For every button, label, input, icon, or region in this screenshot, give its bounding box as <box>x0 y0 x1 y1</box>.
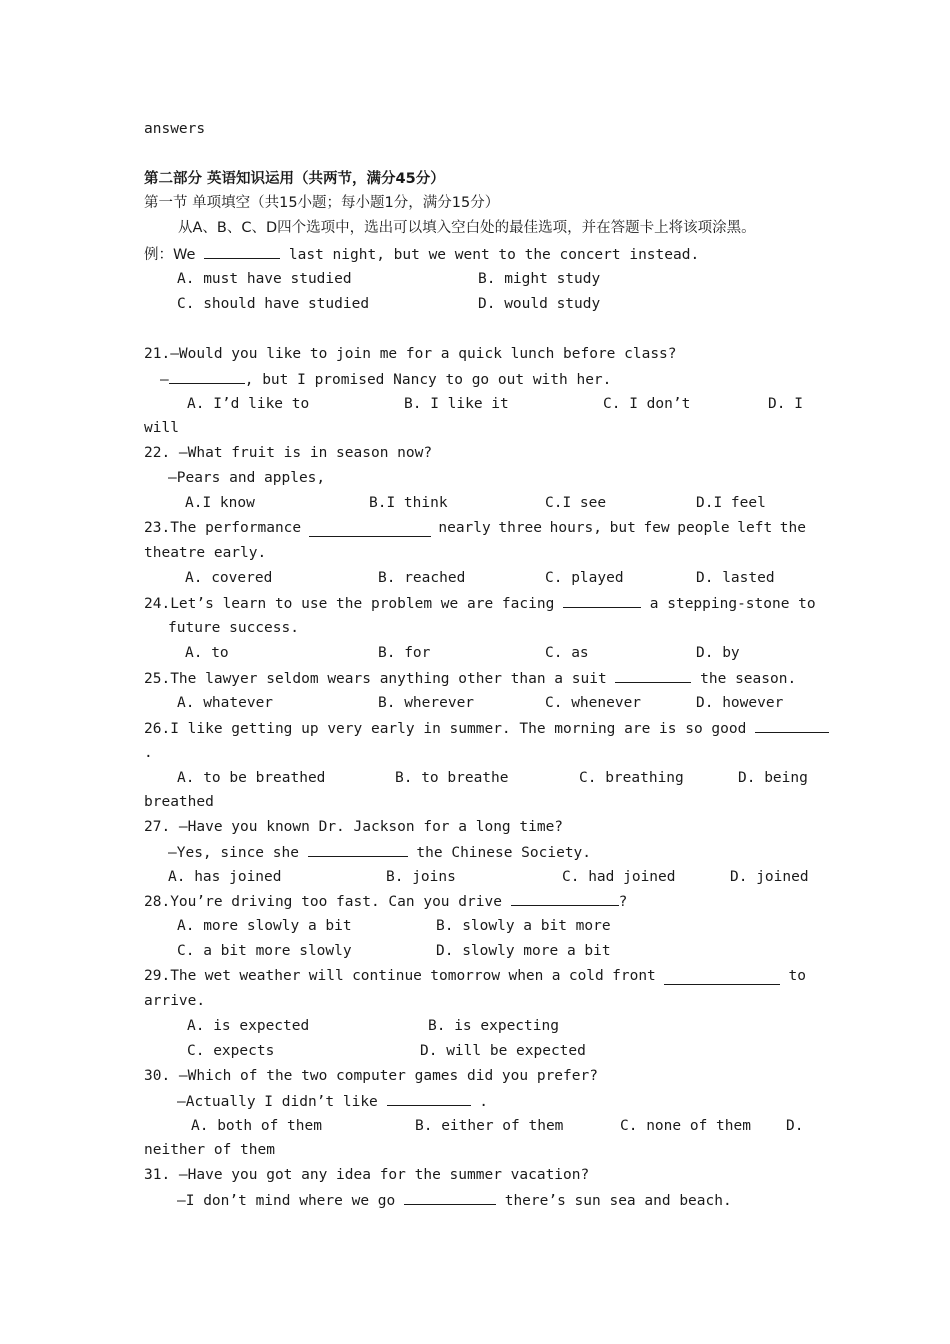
q30-line1: 30. —Which of the two computer games did you prefer? <box>144 1068 598 1084</box>
q25-option-a: A. whatever <box>177 695 274 711</box>
example-stem: 例：We last night, but we went to the concert instead. <box>144 244 699 265</box>
q27-option-c: C. had joined <box>562 869 676 885</box>
q27-line1: 27. —Have you known Dr. Jackson for a long time? <box>144 819 564 835</box>
answer-blank <box>511 891 619 906</box>
example-option-c: C. should have studied <box>177 296 370 312</box>
q26-option-b: B. to breathe <box>395 770 509 786</box>
q21-option-b: B. I like it <box>404 396 509 412</box>
answer-blank <box>169 369 245 384</box>
q22-line2: —Pears and apples, <box>168 470 326 486</box>
q29-stem: 29.The wet weather will continue tomorrow when a cold front to <box>144 968 806 984</box>
answer-blank <box>387 1091 471 1106</box>
q24-option-d: D. by <box>696 645 740 661</box>
q29-option-c: C. expects <box>187 1043 275 1059</box>
q22-option-c: C.I see <box>545 495 607 511</box>
q25-option-c: C. whenever <box>545 695 642 711</box>
q30-option-d: D. <box>786 1118 804 1134</box>
q21-line1: 21.—Would you like to join me for a quick lunch before class? <box>144 346 677 362</box>
q21-option-c: C. I don’t <box>603 396 691 412</box>
q30-line2: —Actually I didn’t like . <box>177 1091 488 1112</box>
q31-line2: —I don’t mind where we go there’s sun sea and beach. <box>177 1190 732 1211</box>
q24-option-b: B. for <box>378 645 431 661</box>
q22-option-b: B.I think <box>369 495 448 511</box>
q29-option-b: B. is expecting <box>428 1018 559 1034</box>
q30-option-a: A. both of them <box>191 1118 322 1134</box>
q21-line2: — , but I promised Nancy to go out with her. <box>160 369 611 390</box>
answer-blank <box>204 244 280 259</box>
example-option-a: A. must have studied <box>177 271 352 287</box>
example-option-b: B. might study <box>478 271 601 287</box>
q23-option-a: A. covered <box>185 570 273 586</box>
q21-wrap: will <box>144 420 179 436</box>
answers-label: answers <box>144 121 206 137</box>
q24-stem: 24.Let’s learn to use the problem we are facing a stepping-stone to <box>144 593 816 614</box>
q29-option-a: A. is expected <box>187 1018 310 1034</box>
q29-option-d: D. will be expected <box>420 1043 586 1059</box>
instruction: 从A、B、C、D四个选项中，选出可以填入空白处的最佳选项，并在答题卡上将该项涂黑。 <box>178 220 756 236</box>
q25-option-b: B. wherever <box>378 695 475 711</box>
q28-option-a: A. more slowly a bit <box>177 918 352 934</box>
q22-line1: 22. —What fruit is in season now? <box>144 445 433 461</box>
q31-line1: 31. —Have you got any idea for the summer vacation? <box>144 1167 590 1183</box>
q28-option-b: B. slowly a bit more <box>436 918 611 934</box>
q30-wrap: neither of them <box>144 1142 275 1158</box>
q28-option-d: D. slowly more a bit <box>436 943 611 959</box>
section-title: 第一节 单项填空（共15小题；每小题1分，满分15分） <box>144 195 500 211</box>
q28-option-c: C. a bit more slowly <box>177 943 352 959</box>
q23-option-b: B. reached <box>378 570 466 586</box>
q21-option-a: A. I’d like to <box>187 396 310 412</box>
q26-option-d: D. being <box>738 770 808 786</box>
q29-wrap: arrive. <box>144 993 206 1009</box>
q23-option-c: C. played <box>545 570 624 586</box>
q23-stem: 23.The performance nearly three hours, but few people left the <box>144 520 806 536</box>
example-option-d: D. would study <box>478 296 601 312</box>
q25-stem: 25.The lawyer seldom wears anything other than a suit the season. <box>144 668 796 689</box>
q26-option-c: C. breathing <box>579 770 684 786</box>
q27-option-d: D. joined <box>730 869 809 885</box>
answer-blank <box>404 1190 496 1205</box>
q23-wrap: theatre early. <box>144 545 267 561</box>
q27-line2: —Yes, since she the Chinese Society. <box>168 842 591 863</box>
part-title: 第二部分 英语知识运用（共两节，满分45分） <box>144 171 445 187</box>
q28-stem: 28.You’re driving too fast. Can you drive ? <box>144 891 627 912</box>
q22-option-a: A.I know <box>185 495 255 511</box>
answer-blank <box>755 718 829 733</box>
q24-option-c: C. as <box>545 645 589 661</box>
q30-option-b: B. either of them <box>415 1118 564 1134</box>
q24-option-a: A. to <box>185 645 229 661</box>
answer-blank <box>308 842 408 857</box>
q26-stem: 26.I like getting up very early in summer. The morning are is so good <box>144 718 829 739</box>
q27-option-b: B. joins <box>386 869 456 885</box>
q26-wrap2: breathed <box>144 794 214 810</box>
q23-option-d: D. lasted <box>696 570 775 586</box>
q24-wrap: future success. <box>168 620 299 636</box>
answer-blank <box>563 593 641 608</box>
q30-option-c: C. none of them <box>620 1118 751 1134</box>
q26-wrap: . <box>144 745 153 761</box>
q25-option-d: D. however <box>696 695 784 711</box>
q26-option-a: A. to be breathed <box>177 770 326 786</box>
answer-blank <box>664 970 780 985</box>
answer-blank <box>309 522 431 537</box>
q21-option-d: D. I <box>768 396 803 412</box>
q22-option-d: D.I feel <box>696 495 766 511</box>
answer-blank <box>615 668 691 683</box>
q27-option-a: A. has joined <box>168 869 282 885</box>
